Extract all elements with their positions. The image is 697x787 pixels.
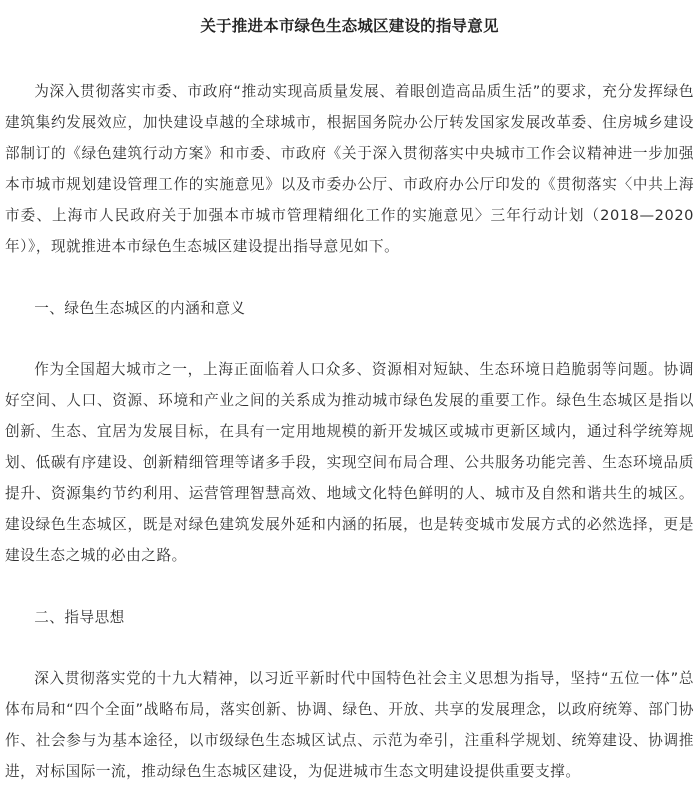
section-heading-guiding-thought: 二、指导思想 xyxy=(34,609,125,626)
section-heading-meaning: 一、绿色生态城区的内涵和意义 xyxy=(34,300,246,317)
intro-paragraph: 为深入贯彻落实市委、市政府“推动实现高质量发展、着眼创造高品质生活”的要求，充分发挥绿色建筑集约发展效应，加快建设卓越的全球城市，根据国务院办公厅转发国家发展改革委、住房城乡建设部制订的《绿色建筑行动方案》和市委、市政府《关于深入贯彻落实中央城市工作会议精神进一步加强本市城市规划建设管理工作的实施意见》以及市委办公厅、市政府办公厅印发的《贯彻落实〈中共上海市委、上海市人民政府关于加强本市城市管理精细化工作的实施意见〉三年行动计划（2018—2020年）》，现就推进本市绿色生态城区建设提出指导意见如下。 xyxy=(5,83,694,255)
document-title: 关于推进本市绿色生态城区建设的指导意见 xyxy=(200,17,499,35)
guiding-thought-paragraph: 深入贯彻落实党的十九大精神，以习近平新时代中国特色社会主义思想为指导，坚持“五位一体”总体布局和“四个全面”战略布局，落实创新、协调、绿色、开放、共享的发展理念，以政府统筹、部门协作、社会参与为基本途径，以市级绿色生态城区试点、示范为牵引，注重科学规划、统筹建设、协调推进，对标国际一流，推动绿色生态城区建设，为促进城市生态文明建设提供重要支撑。 xyxy=(5,670,694,780)
meaning-paragraph: 作为全国超大城市之一，上海正面临着人口众多、资源相对短缺、生态环境日趋脆弱等问题。协调好空间、人口、资源、环境和产业之间的关系成为推动城市绿色发展的重要工作。绿色生态城区是指以创新、生态、宜居为发展目标，在具有一定用地规模的新开发城区或城市更新区域内，通过科学统筹规划、低碳有序建设、创新精细管理等诸多手段，实现空间布局合理、公共服务功能完善、生态环境品质提升、资源集约节约利用、运营管理智慧高效、地域文化特色鲜明的人、城市及自然和谐共生的城区。建设绿色生态城区，既是对绿色建筑发展外延和内涵的拓展，也是转变城市发展方式的必然选择，更是建设生态之城的必由之路。 xyxy=(5,361,694,564)
